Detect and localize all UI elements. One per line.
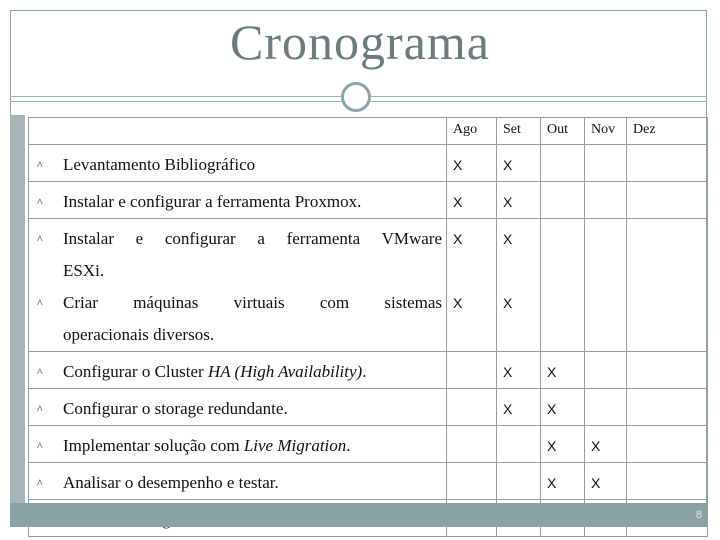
- bullet-icon: ^: [37, 232, 43, 246]
- activity-text: ^ Levantamento Bibliográfico: [63, 149, 442, 181]
- schedule-mark-cell: [497, 463, 541, 500]
- month-header: Ago: [447, 118, 497, 145]
- activity-text: ^ Analisar o desempenho e testar.: [63, 467, 442, 499]
- schedule-mark-cell: X: [497, 352, 541, 389]
- bullet-icon: ^: [37, 476, 43, 490]
- schedule-mark-cell: [541, 145, 585, 182]
- schedule-mark-cell: X: [585, 426, 627, 463]
- schedule-mark-cell: [627, 389, 708, 426]
- schedule-mark-cell: X: [497, 182, 541, 219]
- schedule-mark-cell: [627, 352, 708, 389]
- schedule-mark-cell: [585, 352, 627, 389]
- month-header: Dez: [627, 118, 708, 145]
- schedule-mark-cell: [541, 182, 585, 219]
- schedule-mark-cell: X: [585, 463, 627, 500]
- bullet-icon: ^: [37, 158, 43, 172]
- activity-cell: [29, 219, 447, 352]
- table-row: [29, 182, 708, 219]
- bullet-icon: ^: [37, 365, 43, 379]
- bullet-icon: ^: [37, 296, 43, 310]
- schedule-mark-cell: [627, 145, 708, 182]
- activity-cell: [29, 426, 447, 463]
- schedule-mark-cell: [585, 145, 627, 182]
- schedule-mark-cell: [627, 182, 708, 219]
- schedule-mark-cell: [627, 426, 708, 463]
- circle-ornament-icon: [341, 82, 371, 112]
- schedule-mark-cell: X: [541, 426, 585, 463]
- footer-band: [10, 503, 707, 527]
- table-row: [29, 352, 708, 389]
- activity-text: ^ Criar máquinas virtuais com sistemas: [63, 287, 442, 319]
- activity-text: ^ Configurar o Cluster HA (High Availability).: [63, 356, 442, 388]
- schedule-mark-cell: [541, 219, 585, 352]
- month-header: Set: [497, 118, 541, 145]
- month-header: Out: [541, 118, 585, 145]
- schedule-mark-cell: [585, 389, 627, 426]
- month-header: Nov: [585, 118, 627, 145]
- schedule-mark-cell: [447, 352, 497, 389]
- table-row: [29, 463, 708, 500]
- table-row: [29, 389, 708, 426]
- table-row: [29, 145, 708, 182]
- slide-title: Cronograma: [230, 14, 490, 70]
- activity-cell: [29, 182, 447, 219]
- table-header-row: [29, 118, 708, 145]
- schedule-mark-cell: [585, 219, 627, 352]
- activity-text: ^ Instalar e configurar a ferramenta Proxmox.: [63, 186, 442, 218]
- left-accent-bar: [10, 115, 25, 503]
- activity-cell: [29, 145, 447, 182]
- activity-cell: [29, 352, 447, 389]
- schedule-mark-cell: [497, 426, 541, 463]
- activity-cell: [29, 463, 447, 500]
- activity-text: ^ Implementar solução com Live Migration.: [63, 430, 442, 462]
- schedule-mark-cell: X: [541, 352, 585, 389]
- schedule-mark-cell: X: [541, 389, 585, 426]
- schedule-mark-cell: [627, 219, 708, 352]
- bullet-icon: ^: [37, 439, 43, 453]
- schedule-mark-cell: [585, 182, 627, 219]
- schedule-mark-cell: X: [447, 182, 497, 219]
- schedule-mark-cell: X X: [447, 219, 497, 352]
- table-row: [29, 219, 708, 352]
- schedule-mark-cell: [627, 463, 708, 500]
- activity-header: [29, 118, 447, 145]
- bullet-icon: ^: [37, 402, 43, 416]
- slide-number: 8: [695, 509, 702, 521]
- activity-text: ESXi.: [63, 261, 105, 280]
- activity-cell: [29, 389, 447, 426]
- activity-text: ^ Configurar o storage redundante.: [63, 393, 442, 425]
- schedule-mark-cell: X: [497, 145, 541, 182]
- schedule-mark-cell: X: [541, 463, 585, 500]
- schedule-mark-cell: X X: [497, 219, 541, 352]
- table-row: [29, 426, 708, 463]
- schedule-mark-cell: X: [447, 145, 497, 182]
- schedule-mark-cell: [447, 463, 497, 500]
- schedule-table: [28, 117, 708, 537]
- bullet-icon: ^: [37, 195, 43, 209]
- activity-text: operacionais diversos.: [63, 325, 215, 344]
- schedule-mark-cell: [447, 426, 497, 463]
- activity-text: ^ Instalar e configurar a ferramenta VMware: [63, 223, 442, 255]
- schedule-mark-cell: [447, 389, 497, 426]
- schedule-mark-cell: X: [497, 389, 541, 426]
